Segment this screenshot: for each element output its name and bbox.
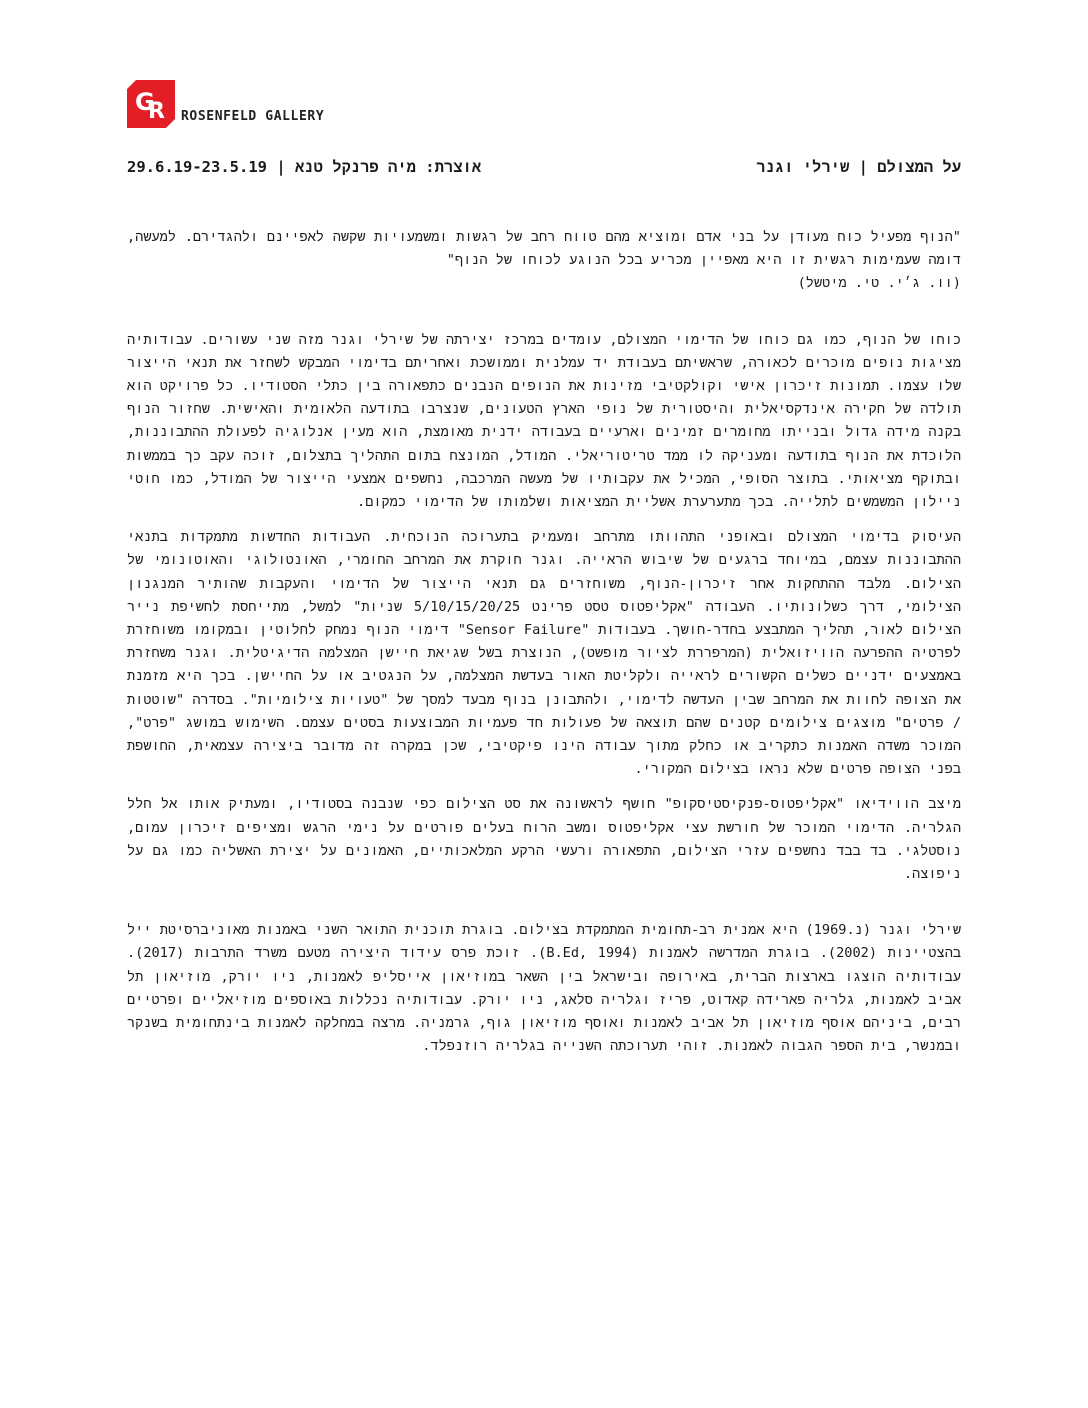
logo-mark-letter-r: R — [148, 99, 165, 124]
curator-and-dates: אוצרת: מיה פרנקל טנא | 29.6.19-23.5.19 — [127, 157, 482, 176]
logo-mark-letter-g: G — [135, 88, 155, 116]
body-paragraph: מיצב הווידיאו "אקליפטוס-פנקיסטיסקופ" חושף לראשונה את סט הצילום כפי שנבנה בסטודיו, ומעתיק אותו אל חלל הגלריה. הדימוי המוכר של חורשת עצי אקליפטוס ומשב הרוח בעלים פורטים על נימי הרגש ומציפים זיכרון עמום, נוסטלגי. בד בבד נחשפים עזרי הצילום, התפאורה ורעשי הרקע המלאכותיים, האמונים על יצירת האשליה כמו גם על ניפוצה. — [127, 796, 961, 883]
opening-quote: "הנוף מפעיל כוח מעודן על בני אדם ומוציא מהם טווח רחב של רגשות ומשמעויות שקשה לאפיינם ולהגדירם. למעשה, דומה שעמימות רגשית זו היא מאפיין מכריע בכל הנוגע לכוחו של הנוף" — [127, 229, 961, 269]
document-header — [127, 155, 961, 179]
exhibition-title: על המצולם | שירלי וגנר — [756, 157, 961, 176]
gallery-logo — [127, 80, 324, 128]
body-paragraph: העיסוק בדימוי המצולם ובאופני התהוותו מתרחב ומעמיק בתערוכה הנוכחית. העבודות החדשות מתמקדות בתנאי ההתבוננות עצמם, במיוחד ברגעים של שיבוש הראייה. וגנר חוקרת את המרחב החומרי, האונטולוגי והאוטונומי של הצילום. מלבד ההתחקות אחר זיכרון-הנוף, משוחזרים גם תנאי הייצור של הדימוי והעקבות שהותיר המנגנון הצילומי, דרך כשלונותיו. העבודה "אקליפטוס טסט פרינט 5/10/15/20/25 שניות" למשל, מתייחסת לחשיפת נייר הצילום לאור, תהליך המתבצע בחדר-חושך. בעבודות "Sensor Failure" דימוי הנוף נמחק לחלוטין ובמקומו משוחזרת לפרטיה ההפרעה הוויזואלית (המרפררת לציור מופשט), הנוצרת בשל שגיאת חיישן המצלמה הדיגיטלית. וגנר משחזרת באמצעים ידניים כשלים הקשורים לראייה ולקליטת האור בעדשת המצלמה, על הנגטיב או על החיישן. בכך היא מזמנת את הצופה לחוות את המרחב שבין העדשה לדימוי, ולהתבונן בנוף מבעד למסך של "טעויות צילומיות". בסדרה "שוטטות / פרטים" מוצגים צילומים קטנים שהם תוצאה של פעולות חד פעמיות המבוצעות בסטים עצמם. השימוש במושג "פרט", המוכר משדה האמנות כתקריב או כחלק מתוך עבודה הינו פיקטיבי, שכן במקרה זה מדובר ביצירה עצמאית, החושפת בפני הצופה פרטים שלא נראו בצילום המקורי. — [127, 529, 962, 778]
rg-logo-mark — [127, 80, 175, 128]
quote-attribution: (וו. ג׳י. טי. מיטשל) — [797, 275, 961, 292]
artist-bio-paragraph: שירלי וגנר (נ.1969) היא אמנית רב-תחומית המתמקדת בצילום. בוגרת תוכנית התואר השני באמנות מאוניברסיטת ייל בהצטיינות (2002). בוגרת המדרשה לאמנות (B.Ed, 1994). זוכת פרס עידוד היצירה מטעם משרד התרבות (2017). עבודותיה הוצגו בארצות הברית, באירופה ובישראל בין השאר במוזיאון אייסליפ לאמנות, ניו יורק, מוזיאון תל אביב לאמנות, גלריה פארידה קאדוט, פריז וגלריה סלאג, ניו יורק. עבודותיה נכללות באוספים מוזיאליים ופרטיים רבים, ביניהם אוסף מוזיאון תל אביב לאמנות ואוסף מוזיאון גוף, גרמניה. מרצה במחלקה לאמנות בינתחומית בשנקר ובמנשר, בית הספר הגבוה לאמנות. זוהי תערוכתה השנייה בגלריה רוזנפלד. — [127, 922, 962, 1055]
gallery-name: ROSENFELD GALLERY — [181, 109, 325, 124]
body-paragraph: כוחו של הנוף, כמו גם כוחו של הדימוי המצולם, עומדים במרכז יצירתה של שירלי וגנר מזה שני עשורים. עבודותיה מציגות נופים מוכרים לכאורה, שראשיתם בעבודת יד עמלנית וממושכת ואחריתם בדימוי המבקש לשחזר את תנאי הייצור שלו עצמו. תמונות זיכרון אישי וקולקטיבי מזינות את הנופים הנבנים כתפאורה בין כתלי הסטודיו. כל פרויקט הוא תולדה של חקירה אינדקסיאלית והיסטורית של נופי הארץ הטעונים, שנצרבו בתודעה הלאומית והאישית. שחזור הנוף בקנה מידה גדול ובנייתו מחומרים זמינים וארעיים בעבודה ידנית מאומצת, הוא מעין אנלוגיה לפעולת ההתבוננות, הלוכדת את הנוף בתודעה ומעניקה לו ממד טריטוריאלי. המודל, המונצח בתום התהליך בתצלום, זוכה עקב כך בממשות ובתוקף מציאותי. בתוצר הסופי, המכיל את עקבותיו של מעשה המרכבה, נחשפים אמצעי הייצור של המודל, כמו חוטי ניילון המשמשים לתלייה. בכך מתערערת אשליית המציאות ושלמותו של הדימוי כמקום. — [127, 331, 961, 511]
document-body — [127, 226, 961, 1071]
